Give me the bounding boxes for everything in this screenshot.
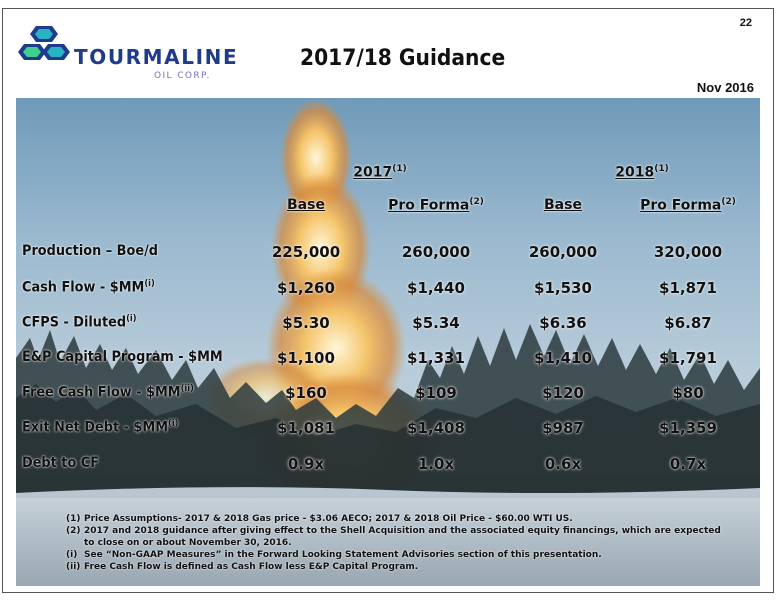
year-header-note: (1)	[654, 164, 669, 174]
column-header-label: Pro Forma	[640, 197, 722, 214]
row-label-text: Production – Boe/d	[22, 243, 159, 259]
column-header-proforma-2018	[618, 197, 758, 214]
date-label: Nov 2016	[696, 80, 754, 95]
table-cell: $1,440	[407, 279, 465, 297]
table-cell: $1,359	[659, 419, 717, 437]
page-title: 2017/18 Guidance	[300, 46, 506, 71]
table-cell: 0.6x	[544, 455, 582, 473]
footnote-item	[66, 561, 726, 573]
row-label-note: (i)	[168, 419, 179, 429]
background-photo	[16, 98, 760, 586]
table-cell: $80	[672, 384, 704, 402]
column-header-label: Pro Forma	[388, 197, 470, 214]
table-cell: $1,260	[277, 279, 335, 297]
year-header-note: (1)	[392, 164, 407, 174]
row-label-text: Cash Flow - $MM	[22, 279, 145, 296]
year-header-label: 2018	[615, 164, 655, 181]
page-number: 22	[739, 17, 752, 29]
footnote-text: See “Non-GAAP Measures” in the Forward Looking Statement Advisories section of this presentation.	[84, 550, 602, 560]
table-cell: $987	[542, 419, 584, 437]
row-label-text: Exit Net Debt - $MM	[22, 419, 169, 436]
table-cell: $109	[415, 384, 457, 402]
table-cell: 0.7x	[669, 455, 707, 473]
logo-wordmark: TOURMALINE	[74, 45, 239, 69]
year-header-label: 2017	[353, 164, 393, 181]
footnote-mark: (i)	[66, 550, 78, 560]
footnote-item	[66, 525, 726, 549]
table-cell: $160	[285, 384, 327, 402]
row-label-note: (ii)	[180, 384, 194, 394]
row-label-production	[22, 243, 158, 259]
footnote-text: Free Cash Flow is defined as Cash Flow less E&P Capital Program.	[84, 562, 419, 572]
tourmaline-gem-logo-icon	[18, 18, 78, 78]
footnote-mark: (2)	[66, 526, 81, 536]
table-cell: 0.9x	[287, 455, 325, 473]
table-cell: 225,000	[271, 243, 341, 261]
year-header-2017	[310, 164, 450, 181]
row-label-capital-program	[22, 349, 223, 365]
row-label-text: CFPS - Diluted	[22, 314, 127, 331]
company-logo	[18, 18, 238, 88]
footnote-item	[66, 549, 726, 561]
table-cell: $6.36	[539, 314, 587, 332]
footnote-text: 2017 and 2018 guidance after giving effect to the Shell Acquisition and the associated equity financings, which are expected to close on or about November 30, 2016.	[84, 526, 721, 548]
table-cell: 320,000	[653, 243, 723, 261]
table-cell: $6.87	[664, 314, 712, 332]
column-header-note: (2)	[469, 197, 484, 207]
footnote-text: Price Assumptions- 2017 & 2018 Gas price - $3.06 AECO; 2017 & 2018 Oil Price - $60.00 WTI US.	[84, 514, 573, 524]
table-cell: $1,530	[534, 279, 592, 297]
table-cell: $1,081	[277, 419, 335, 437]
row-label-free-cash-flow	[22, 384, 194, 401]
column-header-base-2017	[236, 197, 376, 213]
row-label-cfps	[22, 314, 136, 331]
table-cell: $1,410	[534, 349, 592, 367]
table-cell: $1,408	[407, 419, 465, 437]
row-label-text: E&P Capital Program - $MM	[22, 349, 223, 365]
table-cell: $120	[542, 384, 584, 402]
table-cell: $5.30	[282, 314, 330, 332]
footnote-mark: (ii)	[66, 562, 81, 572]
row-label-text: Free Cash Flow - $MM	[22, 384, 181, 401]
column-header-proforma-2017	[366, 197, 506, 214]
row-label-cash-flow	[22, 279, 155, 296]
column-header-label: Base	[287, 197, 325, 213]
row-label-note: (i)	[126, 314, 137, 324]
table-cell: $1,791	[659, 349, 717, 367]
column-header-note: (2)	[721, 197, 736, 207]
row-label-text: Debt to CF	[22, 455, 100, 471]
footnote-mark: (1)	[66, 514, 81, 524]
column-header-label: Base	[544, 197, 582, 213]
table-cell: $1,100	[277, 349, 335, 367]
table-cell: 1.0x	[417, 455, 455, 473]
table-cell: 260,000	[401, 243, 471, 261]
logo-subtitle: OIL CORP.	[154, 71, 211, 81]
table-cell: $1,871	[659, 279, 717, 297]
column-header-base-2018	[493, 197, 633, 213]
table-cell: $5.34	[412, 314, 460, 332]
table-cell: 260,000	[528, 243, 598, 261]
row-label-debt-to-cf	[22, 455, 99, 471]
table-cell: $1,331	[407, 349, 465, 367]
row-label-note: (i)	[144, 279, 155, 289]
year-header-2018	[572, 164, 712, 181]
footnotes	[66, 513, 726, 573]
footnote-item	[66, 513, 726, 525]
row-label-exit-net-debt	[22, 419, 178, 436]
